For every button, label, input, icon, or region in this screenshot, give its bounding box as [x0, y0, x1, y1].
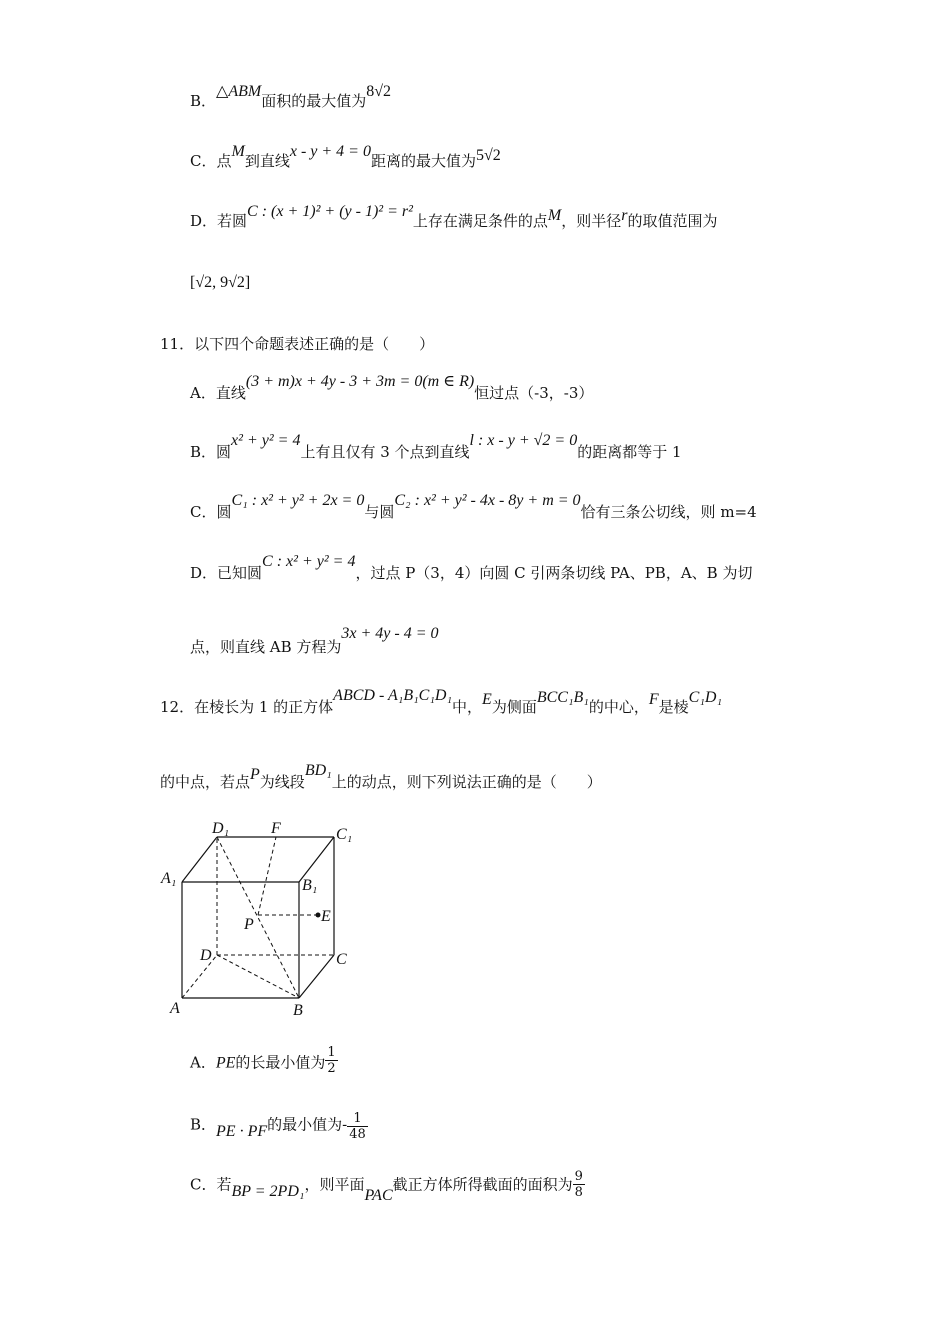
- q12-c-plane: PAC: [364, 1186, 393, 1204]
- diagonal-db: [217, 955, 299, 998]
- q11-c-circle2: C₂ : x² + y² - 4x - 8y + m = 0: [394, 492, 581, 509]
- label-a: A: [170, 1000, 180, 1017]
- q10-b-expr: △ABM: [216, 83, 262, 100]
- q11-a-eq: (3 + m)x + 4y - 3 + 3m = 0(m ∈ R): [245, 373, 475, 390]
- q10-d-range: [√2, 9√2]: [190, 274, 251, 291]
- q10-c-line: x - y + 4 = 0: [289, 143, 371, 160]
- q12-b-expr: PE · PF: [216, 1122, 268, 1140]
- segment-bd1: [217, 837, 299, 998]
- q12-a-value: $\frac{1}{2}$: [327, 1045, 336, 1076]
- q10-option-b: B．△ABM面积的最大值为8√2: [190, 83, 392, 110]
- q12-stem-line2: 的中点，若点P为线段BD₁上的动点，则下列说法正确的是（ ）: [160, 762, 602, 791]
- q11-option-a: A．直线(3 + m)x + 4y - 3 + 3m = 0(m ∈ R)恒过点（-3，-3）: [190, 373, 594, 402]
- label-d: D: [200, 947, 212, 964]
- segment-pf: [258, 837, 276, 915]
- q10-c-value: 5√2: [475, 147, 501, 164]
- label-p: P: [244, 916, 254, 933]
- q10-b-value: 8√2: [366, 83, 392, 100]
- q12-edge: C₁D₁: [688, 689, 723, 706]
- q12-option-c: C．若BP = 2PD₁，则平面PAC截正方体所得截面的面积为 $\frac{9}{8}$: [190, 1169, 583, 1204]
- q12-a-expr: PE: [215, 1054, 236, 1072]
- edge-b-c: [299, 955, 334, 998]
- q11-option-c: C．圆C₁ : x² + y² + 2x = 0与圆C₂ : x² + y² - 4x - 8y + m = 0恰有三条公切线，则 m=4: [190, 492, 757, 521]
- q12-option-a: A．PE的长最小值为 $\frac{1}{2}$: [190, 1045, 336, 1076]
- cube-figure: [160, 815, 360, 1020]
- q12-c-value: $\frac{9}{8}$: [574, 1169, 583, 1200]
- q11-stem: 11．以下四个命题表述正确的是（ ）: [160, 335, 435, 353]
- label-e: E: [321, 908, 331, 925]
- q12-c-cond: BP = 2PD₁: [231, 1182, 305, 1200]
- label-b1: B₁: [302, 877, 318, 894]
- q10-option-c: C．点M到直线x - y + 4 = 0距离的最大值为5√2: [190, 143, 501, 170]
- q11-d-circle: C : x² + y² = 4: [262, 553, 356, 570]
- label-b: B: [293, 1002, 303, 1019]
- edge-a1-d1: [182, 837, 217, 882]
- q12-option-b: B．PE · PF的最小值为- $\frac{1}{48}$: [190, 1111, 366, 1142]
- q11-b-eq: x² + y² = 4: [231, 432, 301, 449]
- label-a1: A₁: [161, 870, 177, 887]
- q12-stem-line1: 12．在棱长为 1 的正方体ABCD - A₁B₁C₁D₁中，E为侧面BCC₁B₁的中心，F是棱C₁D₁: [160, 687, 723, 716]
- q12-segment: BD₁: [304, 762, 332, 779]
- q10-b-text: 面积的最大值为: [261, 92, 367, 110]
- q12-cube: ABCD - A₁B₁C₁D₁: [333, 687, 453, 704]
- q11-option-d: D．已知圆C : x² + y² = 4，过点 P（3，4）向圆 C 引两条切线 PA、PB，A、B 为切: [190, 553, 753, 582]
- point-e-dot: [316, 913, 321, 918]
- q10-option-d: D．若圆C : (x + 1)² + (y - 1)² = r²上存在满足条件的点M，则半径r的取值范围为: [190, 203, 718, 230]
- label-c1: C₁: [336, 826, 353, 843]
- q11-d-line: 3x + 4y - 4 = 0: [341, 625, 439, 642]
- q12-face: BCC₁B₁: [536, 689, 589, 706]
- label-c: C: [336, 951, 347, 968]
- q10-d-circle: C : (x + 1)² + (y - 1)² = r²: [247, 203, 413, 220]
- label-f: F: [271, 820, 281, 837]
- q11-option-b: B．圆x² + y² = 4上有且仅有 3 个点到直线l : x - y + √2 = 0的距离都等于 1: [190, 432, 682, 461]
- q12-b-value: $\frac{1}{48}$: [349, 1111, 366, 1142]
- edge-c1-b1: [299, 837, 334, 882]
- label-d1: D₁: [212, 820, 230, 837]
- q11-b-line: l : x - y + √2 = 0: [469, 432, 578, 449]
- q11-c-circle1: C₁ : x² + y² + 2x = 0: [231, 492, 365, 509]
- q11-option-d-cont: 点，则直线 AB 方程为3x + 4y - 4 = 0: [190, 625, 439, 656]
